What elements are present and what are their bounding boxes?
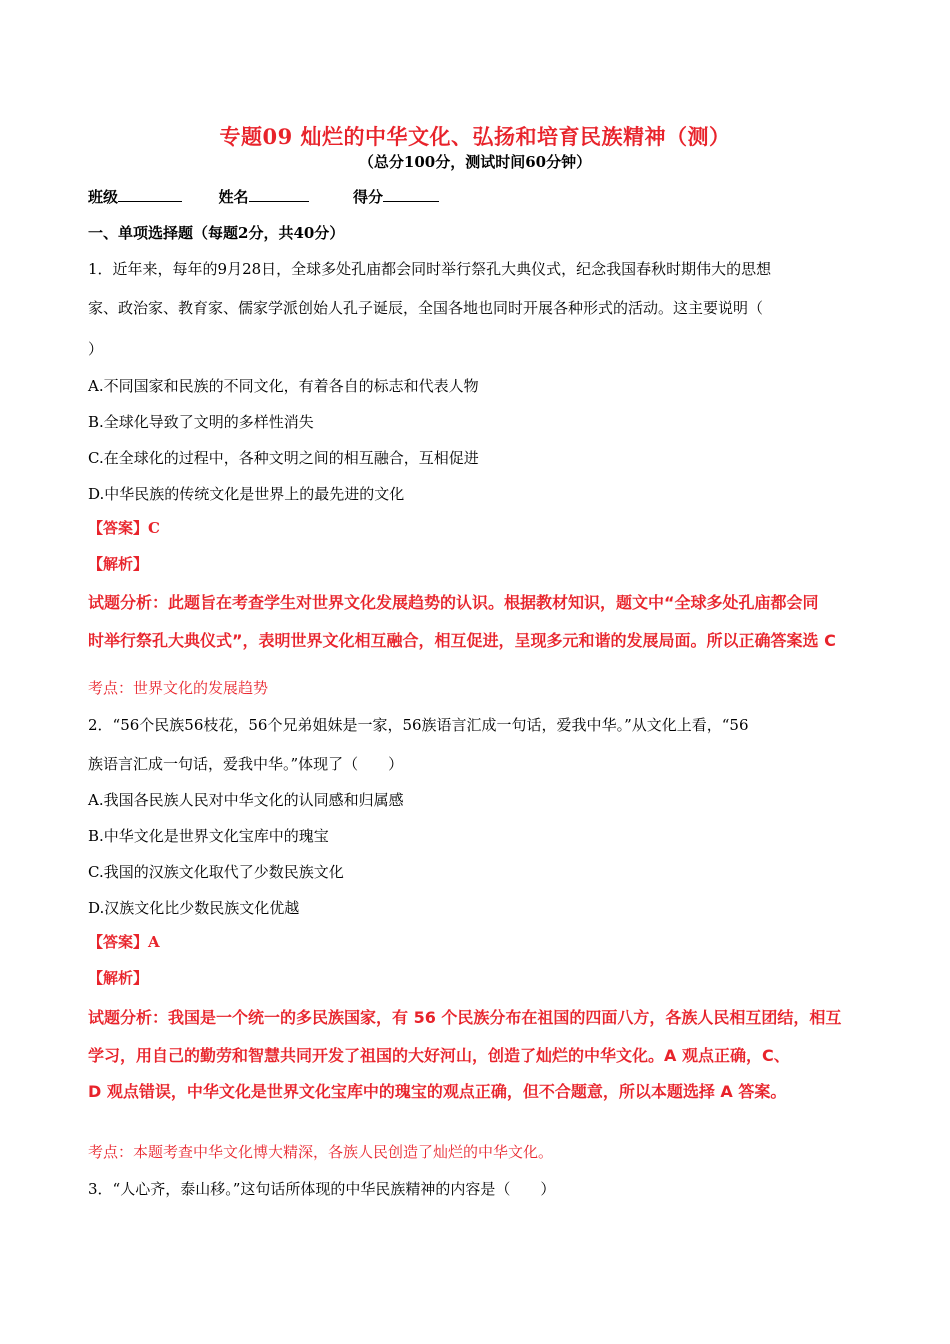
q2-analysis-line3: D 观点错误，中华文化是世界文化宝库中的瑰宝的观点正确，但不合题意，所以本题选择 A 答案。	[88, 1082, 787, 1101]
document-title: 专题09 灿烂的中华文化、弘扬和培育民族精神（测）	[219, 124, 731, 149]
q2-answer-value: A	[148, 933, 160, 951]
q1-stem-line2: 家、政治家、教育家、儒家学派创始人孔子诞辰，全国各地也同时开展各种形式的活动。这主要说明（	[88, 299, 764, 317]
q1-answer-value: C	[148, 519, 160, 537]
q1-analysis-label: 【解析】	[88, 555, 149, 573]
q1-option-c: C.在全球化的过程中，各种文明之间的相互融合，互相促进	[88, 449, 479, 467]
q1-stem-line3: ）	[88, 340, 104, 358]
q1-answer	[88, 517, 160, 538]
q1-answer-label: 【答案】	[88, 519, 149, 537]
q2-option-d: D.汉族文化比少数民族文化优越	[88, 899, 300, 917]
name-label: 姓名	[218, 188, 249, 206]
q2-analysis-label: 【解析】	[88, 969, 149, 987]
name-blank	[249, 187, 309, 202]
q2-option-b: B.中华文化是世界文化宝库中的瑰宝	[88, 827, 329, 845]
class-blank	[118, 187, 182, 202]
q2-stem-line2: 族语言汇成一句话，爱我中华。”体现了（ ）	[88, 755, 404, 773]
q2-option-c: C.我国的汉族文化取代了少数民族文化	[88, 863, 344, 881]
q1-stem-line1: 1．近年来，每年的9月28日，全球多处孔庙都会同时举行祭孔大典仪式，纪念我国春秋时期伟大的思想	[88, 260, 772, 278]
class-label: 班级	[88, 188, 119, 206]
q2-answer-label: 【答案】	[88, 933, 149, 951]
q2-analysis-line1: 试题分析：我国是一个统一的多民族国家，有 56 个民族分布在祖国的四面八方，各族人民相互团结，相互	[88, 1008, 842, 1027]
student-info-row	[88, 186, 439, 207]
document-subtitle: （总分100分，测试时间60分钟）	[358, 153, 592, 171]
q1-analysis-line2: 时举行祭孔大典仪式”，表明世界文化相互融合，相互促进，呈现多元和谐的发展局面。所以正确答案选 C	[88, 631, 836, 650]
q2-stem-line1: 2．“56个民族56枝花，56个兄弟姐妹是一家，56族语言汇成一句话，爱我中华。”从文化上看，“56	[88, 716, 749, 734]
q1-analysis-line1: 试题分析：此题旨在考查学生对世界文化发展趋势的认识。根据教材知识，题文中“全球多处孔庙都会同	[88, 593, 819, 612]
q2-option-a: A.我国各民族人民对中华文化的认同感和归属感	[88, 791, 404, 809]
q1-option-d: D.中华民族的传统文化是世界上的最先进的文化	[88, 485, 405, 503]
q2-answer	[88, 931, 160, 952]
q1-option-b: B.全球化导致了文明的多样性消失	[88, 413, 314, 431]
q3-stem-line1: 3．“人心齐，泰山移。”这句话所体现的中华民族精神的内容是（ ）	[88, 1180, 556, 1198]
score-blank	[383, 187, 439, 202]
score-label: 得分	[352, 188, 383, 206]
q1-knowledge-point: 考点：世界文化的发展趋势	[88, 679, 269, 697]
q2-analysis-line2: 学习，用自己的勤劳和智慧共同开发了祖国的大好河山，创造了灿烂的中华文化。A 观点正确，C、	[88, 1046, 790, 1065]
q2-knowledge-point: 考点：本题考查中华文化博大精深，各族人民创造了灿烂的中华文化。	[88, 1143, 554, 1161]
section-heading: 一、单项选择题（每题2分，共40分）	[88, 224, 345, 242]
q1-option-a: A.不同国家和民族的不同文化，有着各自的标志和代表人物	[88, 377, 479, 395]
